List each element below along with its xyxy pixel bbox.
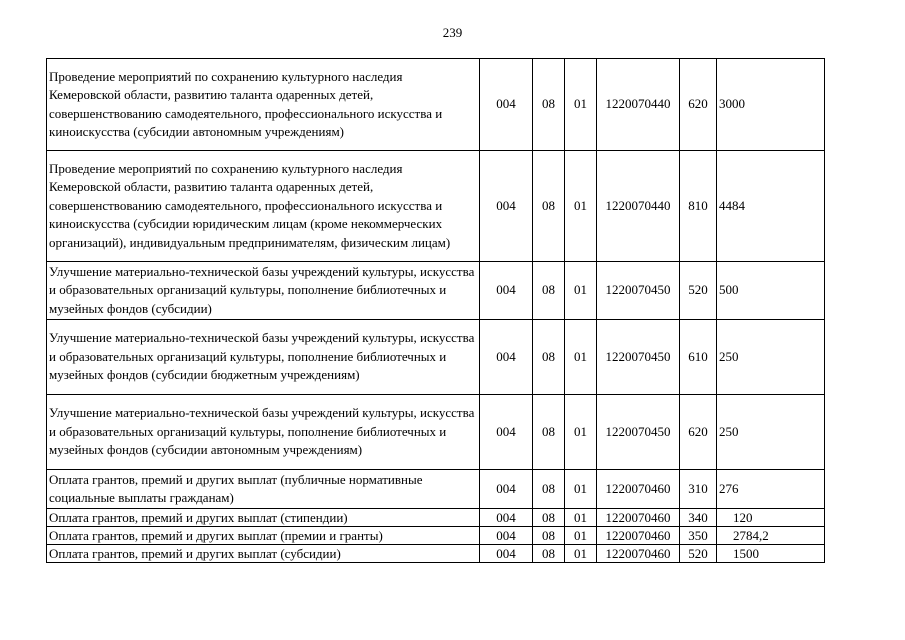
ministry-code: 004 [480,545,533,563]
ministry-code: 004 [480,395,533,470]
ministry-code: 004 [480,151,533,262]
row-description: Улучшение материально-технической базы учреждений культуры, искусства и образовательных организаций культуры, пополнение библиотечных и музейных фондов (субсидии автономным учреждениям) [47,395,480,470]
amount-value: 250 [717,320,825,395]
subsection-code: 01 [565,527,597,545]
amount-value: 120 [717,509,825,527]
section-code: 08 [533,320,565,395]
section-code: 08 [533,151,565,262]
section-code: 08 [533,59,565,151]
amount-value: 250 [717,395,825,470]
section-code: 08 [533,545,565,563]
row-description: Оплата грантов, премий и других выплат (публичные нормативные социальные выплаты гражданам) [47,470,480,509]
ministry-code: 004 [480,59,533,151]
target-article-code: 1220070450 [597,395,680,470]
amount-value: 276 [717,470,825,509]
amount-value: 1500 [717,545,825,563]
table-row [47,509,825,527]
section-code: 08 [533,509,565,527]
row-description: Проведение мероприятий по сохранению культурного наследия Кемеровской области, развитию таланта одаренных детей, совершенствованию самодеятельного, профессионального искусства и киноискусства (субсидии автономным учреждениям) [47,59,480,151]
expense-type-code: 350 [680,527,717,545]
table-row [47,470,825,509]
subsection-code: 01 [565,151,597,262]
ministry-code: 004 [480,470,533,509]
target-article-code: 1220070460 [597,545,680,563]
expense-type-code: 620 [680,395,717,470]
target-article-code: 1220070460 [597,470,680,509]
budget-table [46,58,825,563]
target-article-code: 1220070440 [597,59,680,151]
subsection-code: 01 [565,470,597,509]
row-description: Оплата грантов, премий и других выплат (премии и гранты) [47,527,480,545]
expense-type-code: 620 [680,59,717,151]
target-article-code: 1220070450 [597,262,680,320]
section-code: 08 [533,470,565,509]
subsection-code: 01 [565,320,597,395]
row-description: Оплата грантов, премий и других выплат (стипендии) [47,509,480,527]
table-row [47,151,825,262]
expense-type-code: 520 [680,545,717,563]
subsection-code: 01 [565,59,597,151]
ministry-code: 004 [480,320,533,395]
subsection-code: 01 [565,509,597,527]
subsection-code: 01 [565,395,597,470]
row-description: Улучшение материально-технической базы учреждений культуры, искусства и образовательных организаций культуры, пополнение библиотечных и музейных фондов (субсидии бюджетным учреждениям) [47,320,480,395]
amount-value: 2784,2 [717,527,825,545]
amount-value: 500 [717,262,825,320]
expense-type-code: 520 [680,262,717,320]
section-code: 08 [533,395,565,470]
row-description: Оплата грантов, премий и других выплат (субсидии) [47,545,480,563]
target-article-code: 1220070450 [597,320,680,395]
ministry-code: 004 [480,527,533,545]
section-code: 08 [533,262,565,320]
amount-value: 3000 [717,59,825,151]
table-row [47,395,825,470]
row-description: Проведение мероприятий по сохранению культурного наследия Кемеровской области, развитию таланта одаренных детей, совершенствованию самодеятельного, профессионального искусства и киноискусства (субсидии юридическим лицам (кроме некоммерческих организаций), индивидуальным предпринимателям, физическим лицам) [47,151,480,262]
table-row [47,320,825,395]
target-article-code: 1220070460 [597,509,680,527]
target-article-code: 1220070460 [597,527,680,545]
expense-type-code: 810 [680,151,717,262]
page-number: 239 [442,25,463,40]
target-article-code: 1220070440 [597,151,680,262]
expense-type-code: 310 [680,470,717,509]
section-code: 08 [533,527,565,545]
expense-type-code: 610 [680,320,717,395]
table-row [47,545,825,563]
subsection-code: 01 [565,262,597,320]
table-row [47,527,825,545]
ministry-code: 004 [480,262,533,320]
subsection-code: 01 [565,545,597,563]
table-row [47,262,825,320]
amount-value: 4484 [717,151,825,262]
expense-type-code: 340 [680,509,717,527]
row-description: Улучшение материально-технической базы учреждений культуры, искусства и образовательных организаций культуры, пополнение библиотечных и музейных фондов (субсидии) [47,262,480,320]
table-row [47,59,825,151]
ministry-code: 004 [480,509,533,527]
